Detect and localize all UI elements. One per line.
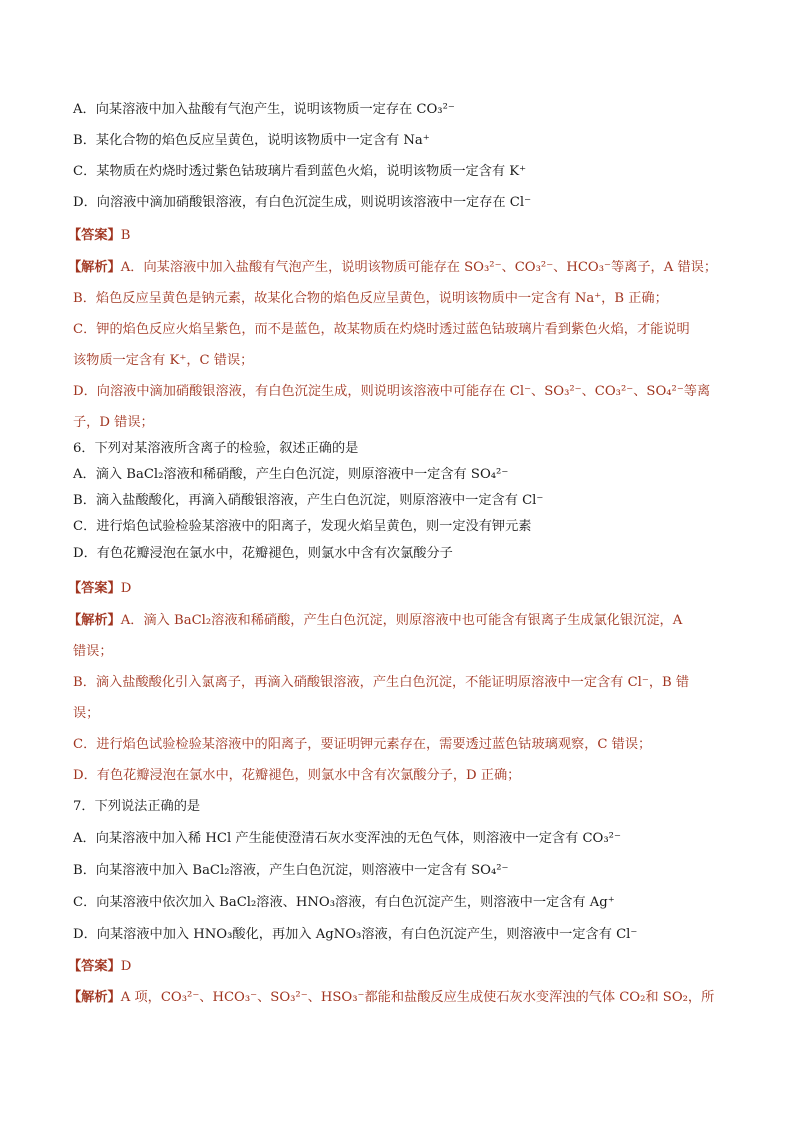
q7-analysis-line	[68, 989, 728, 1007]
q6-analysis-line: B．滴入盐酸酸化引入氯离子，再滴入硝酸银溶液，产生白色沉淀，不能证明原溶液中一定含有 Cl⁻，B 错	[73, 675, 690, 690]
analysis-label: 【解析】	[68, 613, 121, 628]
answer-label: 【答案】	[68, 959, 121, 974]
analysis-text: A 项，CO₃²⁻、HCO₃⁻、SO₃²⁻、HSO₃⁻都能和盐酸反应生成使石灰水变浑浊的气体 CO₂和 SO₂，所	[120, 990, 715, 1005]
q7-option-c: C．向某溶液中依次加入 BaCl₂溶液、HNO₃溶液，有白色沉淀产生，则溶液中一定含有 Ag⁺	[73, 895, 615, 910]
analysis-text: A．滴入 BaCl₂溶液和稀硝酸，产生白色沉淀，则原溶液中也可能含有银离子生成氯化银沉淀，A	[120, 613, 683, 628]
q7-option-b: B．向某溶液中加入 BaCl₂溶液，产生白色沉淀，则溶液中一定含有 SO₄²⁻	[73, 863, 509, 878]
analysis-label: 【解析】	[68, 260, 121, 275]
q7-option-d: D．向某溶液中加入 HNO₃酸化，再加入 AgNO₃溶液，有白色沉淀产生，则溶液中一定含有 Cl⁻	[73, 927, 638, 942]
q5-option-d: D．向溶液中滴加硝酸银溶液，有白色沉淀生成，则说明该溶液中一定存在 Cl⁻	[73, 195, 532, 210]
answer-value: D	[120, 959, 132, 974]
q5-analysis-line: D．向溶液中滴加硝酸银溶液，有白色沉淀生成，则说明该溶液中可能存在 Cl⁻、SO₃²⁻、CO₃²⁻、SO₄²⁻等离	[73, 384, 711, 399]
q5-option-a: A．向某溶液中加入盐酸有气泡产生，说明该物质一定存在 CO₃²⁻	[73, 102, 455, 117]
q6-option-d: D．有色花瓣浸泡在氯水中，花瓣褪色，则氯水中含有次氯酸分子	[73, 546, 453, 561]
q7-answer	[68, 958, 728, 976]
q5-analysis-line: 子，D 错误；	[73, 415, 154, 430]
analysis-text: A．向某溶液中加入盐酸有气泡产生，说明该物质可能存在 SO₃²⁻、CO₃²⁻、HCO₃⁻等离子，A 错误；	[120, 260, 718, 275]
q6-analysis-line: D．有色花瓣浸泡在氯水中，花瓣褪色，则氯水中含有次氯酸分子，D 正确；	[73, 768, 521, 783]
q5-option-c: C．某物质在灼烧时透过紫色钴玻璃片看到蓝色火焰，说明该物质一定含有 K⁺	[73, 164, 527, 179]
q5-analysis-line: C．钾的焰色反应火焰呈紫色，而不是蓝色，故某物质在灼烧时透过蓝色钴玻璃片看到紫色火焰，才能说明	[73, 322, 690, 337]
answer-label: 【答案】	[68, 228, 121, 243]
q6-option-b: B．滴入盐酸酸化，再滴入硝酸银溶液，产生白色沉淀，则原溶液中一定含有 Cl⁻	[73, 493, 544, 508]
analysis-label: 【解析】	[68, 990, 121, 1005]
answer-value: B	[120, 228, 131, 243]
q5-analysis-line: 该物质一定含有 K⁺，C 错误；	[73, 353, 254, 368]
q7-stem: 7．下列说法正确的是	[73, 799, 201, 814]
answer-value: D	[120, 581, 132, 596]
q6-analysis-line: 误；	[73, 706, 100, 721]
q6-answer	[68, 580, 728, 598]
q6-analysis-line: C．进行焰色试验检验某溶液中的阳离子，要证明钾元素存在，需要透过蓝色钴玻璃观察，C 错误；	[73, 737, 652, 752]
q6-analysis-line	[68, 612, 728, 630]
q5-analysis-line: B．焰色反应呈黄色是钠元素，故某化合物的焰色反应呈黄色，说明该物质中一定含有 Na⁺，B 正确；	[73, 291, 668, 306]
answer-label: 【答案】	[68, 581, 121, 596]
q6-analysis-line: 错误；	[73, 644, 113, 659]
q5-analysis-line	[68, 259, 728, 277]
q7-option-a: A．向某溶液中加入稀 HCl 产生能使澄清石灰水变浑浊的无色气体，则溶液中一定含有 CO₃²⁻	[73, 831, 621, 846]
q6-stem: 6．下列对某溶液所含离子的检验，叙述正确的是	[73, 441, 359, 456]
q5-answer	[68, 227, 728, 245]
q5-option-b: B．某化合物的焰色反应呈黄色，说明该物质中一定含有 Na⁺	[73, 133, 430, 148]
q6-option-a: A．滴入 BaCl₂溶液和稀硝酸，产生白色沉淀，则原溶液中一定含有 SO₄²⁻	[73, 467, 509, 482]
q6-option-c: C．进行焰色试验检验某溶液中的阳离子，发现火焰呈黄色，则一定没有钾元素	[73, 519, 532, 534]
